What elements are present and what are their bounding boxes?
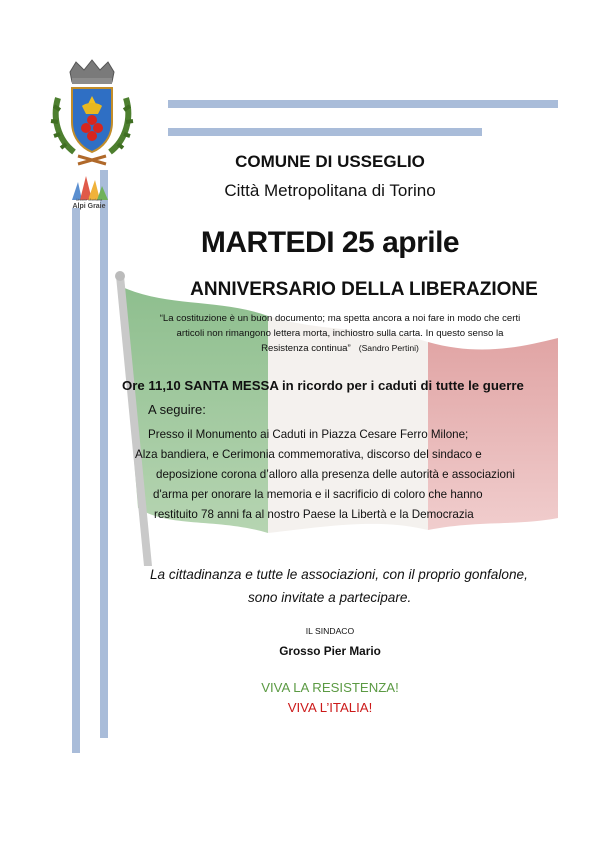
program-line: deposizione corona d’alloro alla presenza delle autorità e associazioni bbox=[156, 468, 515, 481]
top-decor-bar bbox=[168, 100, 558, 108]
left-decor-bar-outer bbox=[72, 208, 80, 753]
mayor-name: Grosso Pier Mario bbox=[279, 644, 381, 658]
program-line: restituito 78 anni fa al nostro Paese la Libertà e la Democrazia bbox=[154, 508, 474, 521]
alpi-logo-name: Alpi Graie bbox=[72, 203, 106, 210]
mountains-logo-icon bbox=[64, 170, 116, 222]
comune-title: COMUNE DI USSEGLIO bbox=[235, 152, 425, 171]
coat-of-arms-icon bbox=[48, 58, 136, 170]
quote-line-text: Resistenza continua” bbox=[261, 343, 351, 354]
viva-italia: VIVA L’ITALIA! bbox=[287, 700, 373, 715]
program-line: Presso il Monumento ai Caduti in Piazza Cesare Ferro Milone; bbox=[148, 428, 469, 441]
invitation-line: sono invitate a partecipare. bbox=[248, 590, 412, 605]
second-decor-bar bbox=[168, 128, 482, 136]
a-seguire-label: A seguire: bbox=[148, 402, 206, 417]
program-line: Alza bandiera, e Cerimonia commemorativa, discorso del sindaco e bbox=[135, 448, 482, 461]
left-decor-bar-inner bbox=[100, 170, 108, 738]
mass-announcement: Ore 11,10 SANTA MESSA in ricordo per i caduti di tutte le guerre bbox=[122, 378, 524, 393]
mayor-title: IL SINDACO bbox=[305, 626, 355, 636]
alpi-logo-subtitle: Unione Montana bbox=[75, 198, 103, 202]
invitation-line: La cittadinanza e tutte le associazioni, con il proprio gonfalone, bbox=[150, 567, 528, 582]
program-line: d'arma per onorare la memoria e il sacrificio di coloro che hanno bbox=[153, 488, 483, 501]
pertini-quote bbox=[120, 311, 560, 356]
quote-line: articoli non rimangono lettera morta, inchiostro sulla carta. In questo senso la bbox=[176, 328, 504, 339]
program-details bbox=[135, 425, 555, 525]
quote-author: (Sandro Pertini) bbox=[358, 343, 419, 353]
citta-subtitle: Città Metropolitana di Torino bbox=[224, 181, 436, 200]
viva-resistenza: VIVA LA RESISTENZA! bbox=[261, 680, 399, 695]
event-title: ANNIVERSARIO DELLA LIBERAZIONE bbox=[190, 279, 538, 300]
quote-line bbox=[120, 341, 560, 356]
event-date: MARTEDI 25 aprile bbox=[200, 226, 460, 259]
quote-line: “La costituzione è un buon documento; ma spetta ancora a noi fare in modo che certi bbox=[159, 313, 521, 324]
